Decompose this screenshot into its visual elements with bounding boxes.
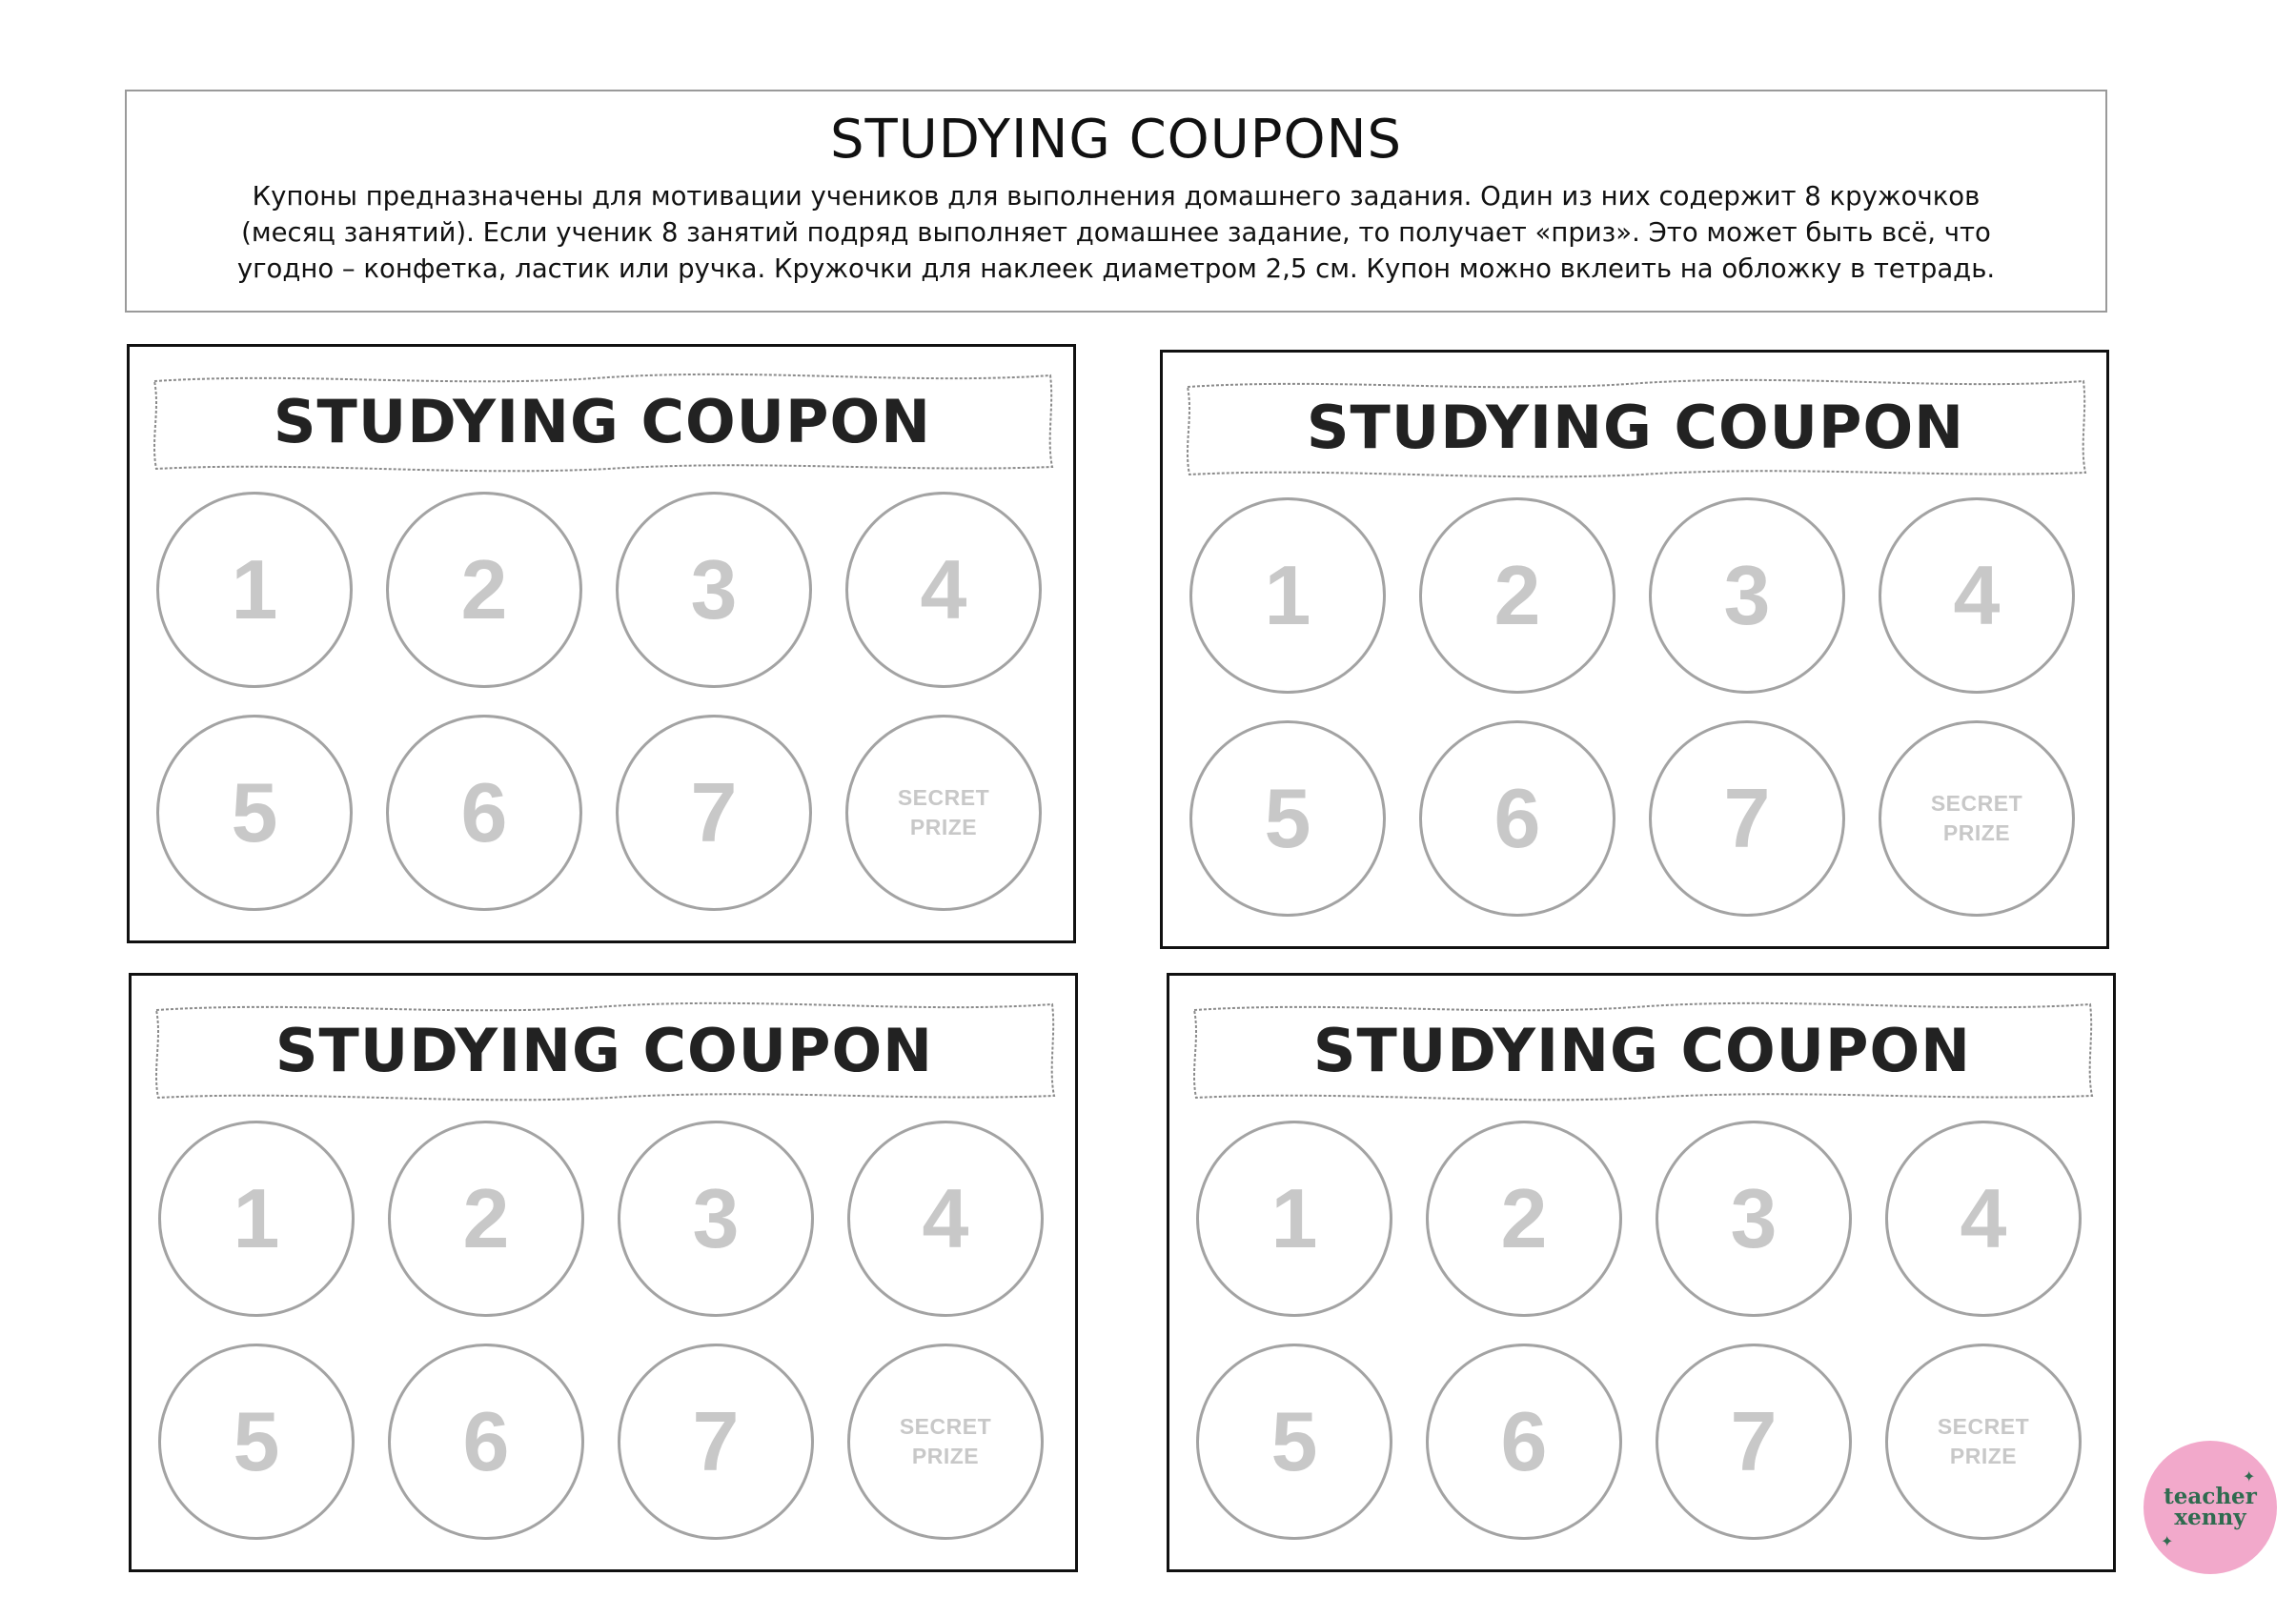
coupon-title: STUDYING COUPON <box>1306 392 1965 462</box>
sticker-circles <box>158 1121 1054 1540</box>
sticker-circles <box>1196 1121 2092 1540</box>
circle-number: 4 <box>1953 548 2001 642</box>
logo-line-1: teacher <box>2164 1484 2257 1509</box>
sticker-circle <box>1649 497 1845 694</box>
logo-line-2: xenny <box>2174 1505 2246 1530</box>
coupon-banner <box>1190 997 2094 1103</box>
prize-label-line-1: SECRET <box>1930 791 2023 816</box>
prize-label-line-2: PRIZE <box>911 1444 980 1468</box>
sticker-circle <box>158 1344 355 1540</box>
circle-number: 1 <box>1264 548 1311 642</box>
prize-label-line-2: PRIZE <box>1942 820 2011 845</box>
sticker-circle <box>618 1344 814 1540</box>
sticker-circle <box>847 1121 1044 1317</box>
circle-number: 5 <box>1264 771 1311 865</box>
sticker-circle <box>158 1121 355 1317</box>
sticker-circle <box>1189 497 1386 694</box>
sparkle-icon: ✦ <box>2161 1534 2174 1550</box>
circle-number: 4 <box>920 542 967 637</box>
circle-number: 1 <box>1270 1171 1318 1265</box>
circle-number: 7 <box>1730 1394 1778 1488</box>
circle-number: 1 <box>231 542 278 637</box>
sticker-circle <box>616 492 812 688</box>
coupon-card <box>129 973 1078 1572</box>
sticker-circle <box>1879 497 2075 694</box>
circle-number: 6 <box>462 1394 510 1488</box>
sticker-circle <box>1426 1344 1622 1540</box>
circle-number: 1 <box>233 1171 280 1265</box>
circle-number: 5 <box>233 1394 280 1488</box>
circle-number: 4 <box>922 1171 969 1265</box>
circle-number: 3 <box>692 1171 740 1265</box>
prize-label-line-1: SECRET <box>1937 1414 2030 1439</box>
coupon-banner <box>151 368 1054 475</box>
secret-prize-circle <box>1879 720 2075 917</box>
coupon-banner <box>1184 374 2087 480</box>
secret-prize-circle <box>847 1344 1044 1540</box>
circle-number: 2 <box>462 1171 510 1265</box>
instructions-line: Купоны предназначены для мотивации учеников для выполнения домашнего задания. Один из них содержит 8 кружочков <box>252 181 1981 212</box>
instructions-line: (месяц занятий). Если ученик 8 занятий подряд выполняет домашнее задание, то получает «приз». Это может быть всё, что <box>241 217 1991 248</box>
coupon-title: STUDYING COUPON <box>273 386 932 456</box>
circle-number: 6 <box>1500 1394 1548 1488</box>
prize-label-line-1: SECRET <box>897 785 990 810</box>
sticker-circle <box>156 492 353 688</box>
sticker-circle <box>388 1344 584 1540</box>
coupon-card <box>1160 350 2109 949</box>
circle-number: 5 <box>1270 1394 1318 1488</box>
circle-number: 7 <box>690 765 738 859</box>
circle-number: 3 <box>690 542 738 637</box>
page-title: STUDYING COUPONS <box>829 109 1403 171</box>
circle-number: 2 <box>1493 548 1541 642</box>
secret-prize-circle <box>845 715 1042 911</box>
coupon-title: STUDYING COUPON <box>274 1015 934 1085</box>
circle-number: 3 <box>1723 548 1771 642</box>
circle-number: 4 <box>1960 1171 2007 1265</box>
instructions-line: угодно – конфетка, ластик или ручка. Кружочки для наклеек диаметром 2,5 см. Купон можно вклеить на обложку в тетрадь. <box>236 253 1996 284</box>
teacher-xenny-logo <box>2144 1441 2277 1574</box>
prize-label-line-2: PRIZE <box>1949 1444 2018 1468</box>
coupon-card <box>1167 973 2116 1572</box>
sticker-circle <box>386 492 582 688</box>
sticker-circle <box>1196 1344 1392 1540</box>
sticker-circle <box>1656 1121 1852 1317</box>
coupon-banner <box>152 997 1056 1103</box>
circle-number: 5 <box>231 765 278 859</box>
coupon-card <box>127 344 1076 943</box>
circle-number: 2 <box>1500 1171 1548 1265</box>
circle-number: 7 <box>692 1394 740 1488</box>
sticker-circle <box>1196 1121 1392 1317</box>
circle-number: 7 <box>1723 771 1771 865</box>
sticker-circle <box>1426 1121 1622 1317</box>
instructions-box <box>125 90 2107 313</box>
sticker-circle <box>1656 1344 1852 1540</box>
sticker-circle <box>618 1121 814 1317</box>
circle-number: 6 <box>1493 771 1541 865</box>
circle-number: 3 <box>1730 1171 1778 1265</box>
sticker-circle <box>1419 720 1615 917</box>
secret-prize-circle <box>1885 1344 2082 1540</box>
sticker-circles <box>1189 497 2085 917</box>
sticker-circle <box>1189 720 1386 917</box>
sticker-circle <box>1885 1121 2082 1317</box>
instructions-text <box>155 178 2077 287</box>
sticker-circle <box>845 492 1042 688</box>
sticker-circle <box>388 1121 584 1317</box>
prize-label-line-2: PRIZE <box>909 815 978 839</box>
sparkle-icon: ✦ <box>2243 1469 2256 1486</box>
sticker-circle <box>616 715 812 911</box>
circle-number: 6 <box>460 765 508 859</box>
coupon-title: STUDYING COUPON <box>1312 1015 1972 1085</box>
sticker-circle <box>1419 497 1615 694</box>
sticker-circle <box>1649 720 1845 917</box>
prize-label-line-1: SECRET <box>899 1414 992 1439</box>
sticker-circle <box>386 715 582 911</box>
sticker-circles <box>156 492 1052 911</box>
circle-number: 2 <box>460 542 508 637</box>
sticker-circle <box>156 715 353 911</box>
